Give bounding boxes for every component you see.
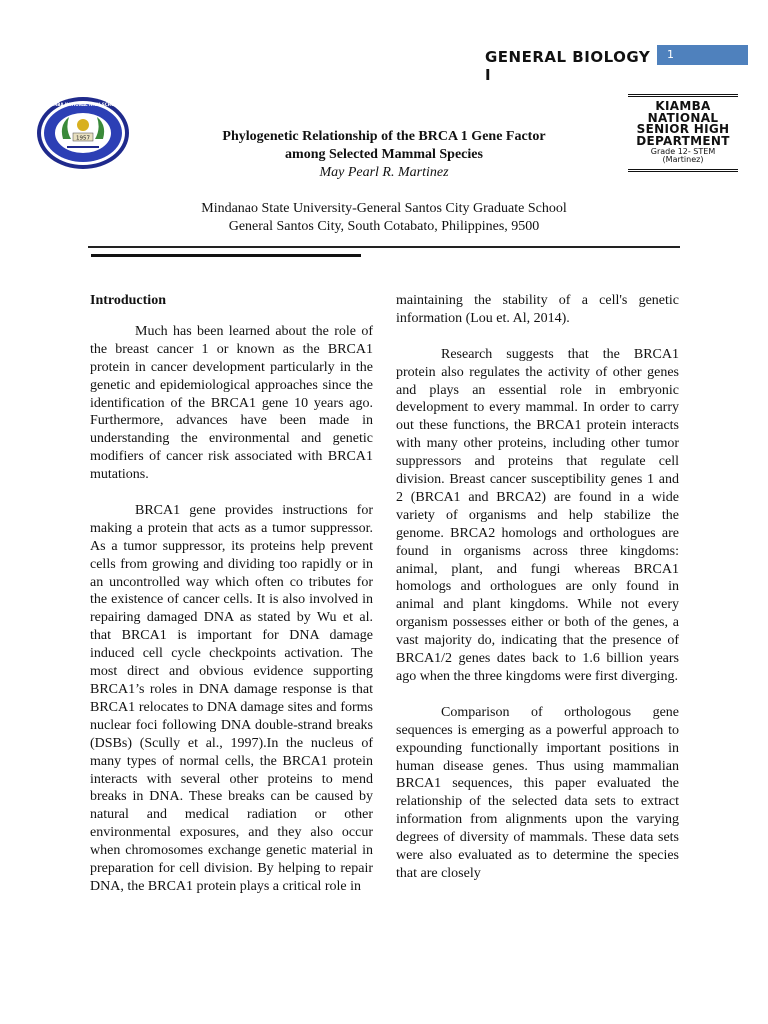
paragraph: Comparison of orthologous gene sequences is emerging as a powerful approach to expounding functionally important positions in human disease genes. Thus using mammalian BRCA1 sequences, this paper evaluated the relationship of the selected data sets to extract information from alignments upon the varying degrees of diversity of mammals. These data sets were also evaluated as to determine the species that are closely — [396, 704, 679, 881]
paragraph: Research suggests that the BRCA1 protein also regulates the activity of other genes and plays an essential role in embryonic development to every mammal. In order to carry out these functions, the BRCA1 protein interacts with many other proteins, including other tumor suppressors and proteins that regulate cell division. Breast cancer susceptibility genes 1 and 2 (BRCA1 and BRCA2) are found in a wide variety of organisms and help stabilize the genome. BRCA2 homologs and orthologues are found in organisms across three kingdoms: animal, plant, and fungi whereas BRCA1 homologs and orthologues are only found in animal and plant kingdoms. While not every organism possesses either or both of the genes, a vast majority do, indicating that the presence of BRCA1/2 genes dates back to 1.6 billion years ago when the three kingdoms were first diverging. — [396, 346, 679, 685]
paper-title-line1: Phylogenetic Relationship of the BRCA 1 Gene Factor — [222, 129, 546, 144]
paragraph-continued: maintaining the stability of a cell's genetic information (Lou et. Al, 2014). — [396, 293, 679, 326]
paper-title-block — [180, 128, 588, 182]
affiliation-line2: General Santos City, South Cotabato, Philippines, 9500 — [228, 219, 540, 234]
department-author: (Martinez) — [662, 155, 704, 164]
section-heading-introduction: Introduction — [90, 293, 166, 308]
paragraph: BRCA1 gene provides instructions for making a protein that acts as a tumor suppressor. As a tumor suppressor, its proteins help prevent cells from growing and dividing too rapidly or in an uncontrolled way which often co tributes for the existence of cancer cells. It is also involved in repairing damaged DNA as stated by Wu et al. that BRCA1 is important for DNA damage induced cell cycle checkpoints activation. The most direct and obvious evidence supporting BRCA1’s roles in DNA damage response is that BRCA1 relocates to DNA damage sites and forms nuclear foci following DNA double-strand breaks (DSBs) (Scully et al., 1997).In the nucleus of many types of normal cells, the BRCA1 protein interacts with several other proteins to mend breaks in DNA. These breaks can be caused by natural and medical radiation or other environmental exposures, and they also occur when chromosomes exchange genetic material in preparation for cell division. By helping to repair DNA, the BRCA1 protein plays a critical role in — [90, 502, 373, 894]
paragraph: Much has been learned about the role of the breast cancer 1 or known as the BRCA1 protein in cancer development particularly in the genetic and epidemiological approaches since the identification of the BRCA1 gene 10 years ago. Furthermore, advances have been made in understanding the environmental and genetic modifiers of cancer risk associated with BRCA1 mutations. — [90, 323, 373, 483]
paper-author: May Pearl R. Martinez — [319, 165, 449, 180]
running-header-title: GENERAL BIOLOGY I — [485, 48, 651, 84]
school-seal-logo — [35, 95, 131, 171]
department-name: KIAMBA NATIONAL SENIOR HIGH DEPARTMENT — [636, 99, 730, 148]
department-box — [628, 94, 738, 172]
department-grade: Grade 12- STEM — [650, 147, 716, 156]
seal-school-name: KIAMBA NATIONAL HIGH SCHOOL — [45, 102, 121, 107]
right-column — [396, 292, 679, 901]
seal-year: 1957 — [76, 135, 90, 142]
left-column — [90, 292, 373, 914]
paper-title-line2: among Selected Mammal Species — [285, 147, 483, 162]
divider-long — [88, 246, 680, 248]
affiliation-block — [150, 200, 618, 236]
affiliation-line1: Mindanao State University-General Santos City Graduate School — [201, 201, 567, 216]
divider-short — [91, 254, 361, 257]
page-number-box: 1 — [657, 45, 748, 65]
